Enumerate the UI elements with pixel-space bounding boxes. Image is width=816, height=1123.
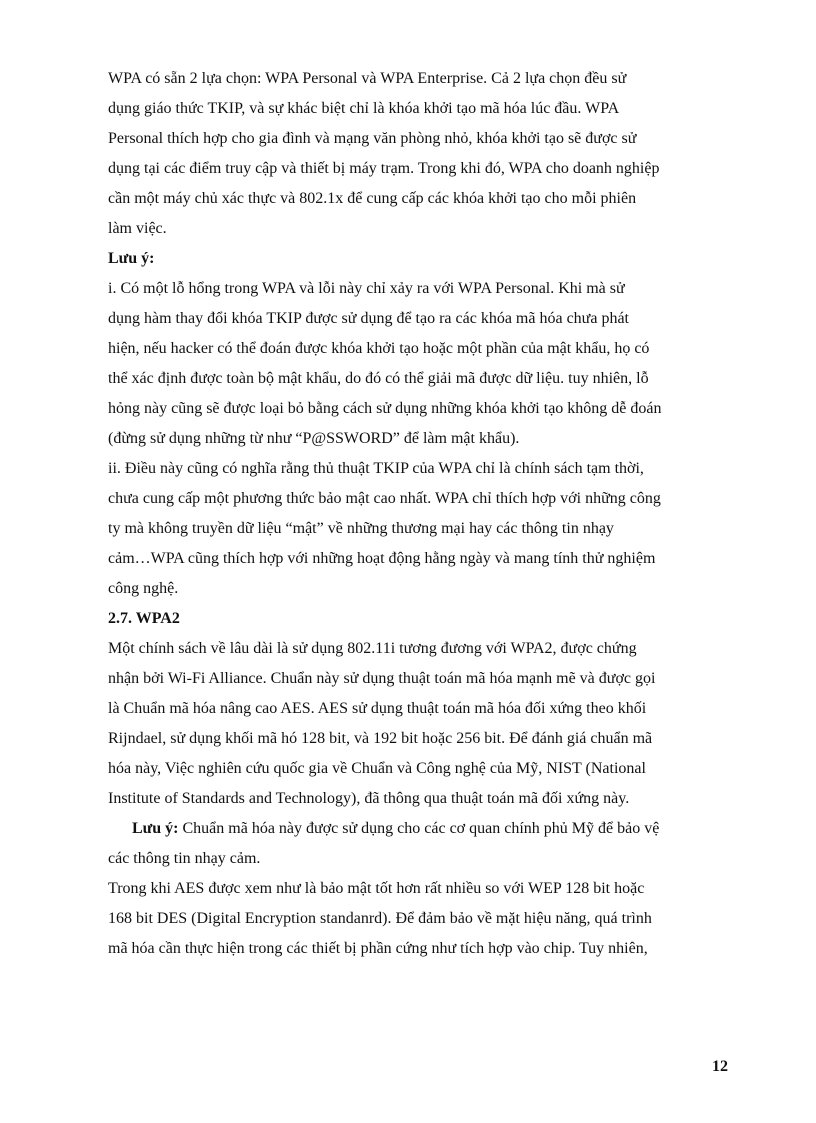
text-line: là Chuẩn mã hóa nâng cao AES. AES sử dụng thuật toán mã hóa đối xứng theo khối (108, 700, 647, 717)
text-line: Personal thích hợp cho gia đình và mạng văn phòng nhỏ, khóa khởi tạo sẽ được sử (108, 130, 637, 147)
text-line: hiện, nếu hacker có thể đoán được khóa khởi tạo hoặc một phần của mật khẩu, họ có (108, 340, 650, 357)
note-paragraph-line (132, 814, 659, 844)
text-line: dụng hàm thay đổi khóa TKIP được sử dụng để tạo ra các khóa mã hóa chưa phát (108, 310, 629, 327)
text-line: Rijndael, sử dụng khối mã hó 128 bit, và 192 bit hoặc 256 bit. Để đánh giá chuẩn mã (108, 730, 653, 747)
text-line: ii. Điều này cũng có nghĩa rằng thủ thuật TKIP của WPA chỉ là chính sách tạm thời, (108, 460, 644, 477)
page-number: 12 (712, 1058, 728, 1075)
section-heading: 2.7. WPA2 (108, 610, 180, 627)
text-line: thể xác định được toàn bộ mật khẩu, do đó có thể giải mã được dữ liệu. tuy nhiên, lỗ (108, 370, 649, 387)
text-line: mã hóa cần thực hiện trong các thiết bị phần cứng như tích hợp vào chip. Tuy nhiên, (108, 940, 648, 957)
text-line: cần một máy chủ xác thực và 802.1x để cung cấp các khóa khởi tạo cho mỗi phiên (108, 190, 637, 207)
text-line: Trong khi AES được xem như là bảo mật tốt hơn rất nhiều so với WEP 128 bit hoặc (108, 880, 645, 897)
text-line: i. Có một lỗ hổng trong WPA và lỗi này chỉ xảy ra với WPA Personal. Khi mà sử (108, 280, 625, 297)
text-line: cảm…WPA cũng thích hợp với những hoạt động hằng ngày và mang tính thử nghiệm (108, 550, 656, 567)
text-line: làm việc. (108, 220, 167, 237)
text-line: hóa này, Việc nghiên cứu quốc gia về Chuẩn và Công nghệ của Mỹ, NIST (National (108, 760, 646, 777)
text-line: ty mà không truyền dữ liệu “mật” về những thương mại hay các thông tin nhạy (108, 520, 614, 537)
note-text: Chuẩn mã hóa này được sử dụng cho các cơ quan chính phủ Mỹ để bảo vệ (178, 820, 660, 837)
note-label: Lưu ý: (132, 820, 179, 837)
note-heading: Lưu ý: (108, 250, 155, 267)
text-line: công nghệ. (108, 580, 179, 597)
text-line: Một chính sách về lâu dài là sử dụng 802.11i tương đương với WPA2, được chứng (108, 640, 637, 657)
text-line: dụng giáo thức TKIP, và sự khác biệt chỉ là khóa khởi tạo mã hóa lúc đầu. WPA (108, 100, 620, 117)
text-line: dụng tại các điểm truy cập và thiết bị máy trạm. Trong khi đó, WPA cho doanh nghiệp (108, 160, 660, 177)
text-line: chưa cung cấp một phương thức bảo mật cao nhất. WPA chỉ thích hợp với những công (108, 490, 661, 507)
text-line: (đừng sử dụng những từ như “P@SSWORD” để làm mật khẩu). (108, 430, 520, 447)
text-line: Institute of Standards and Technology), đã thông qua thuật toán mã đối xứng này. (108, 790, 630, 807)
text-line: 168 bit DES (Digital Encryption standanrd). Để đảm bảo về mặt hiệu năng, quá trình (108, 910, 652, 927)
text-line: WPA có sẵn 2 lựa chọn: WPA Personal và WPA Enterprise. Cả 2 lựa chọn đều sử (108, 70, 627, 87)
text-line: các thông tin nhạy cảm. (108, 850, 261, 867)
text-line: hỏng này cũng sẽ được loại bỏ bằng cách sử dụng những khóa khởi tạo không dễ đoán (108, 400, 662, 417)
text-line: nhận bởi Wi-Fi Alliance. Chuẩn này sử dụng thuật toán mã hóa mạnh mẽ và được gọi (108, 670, 656, 687)
